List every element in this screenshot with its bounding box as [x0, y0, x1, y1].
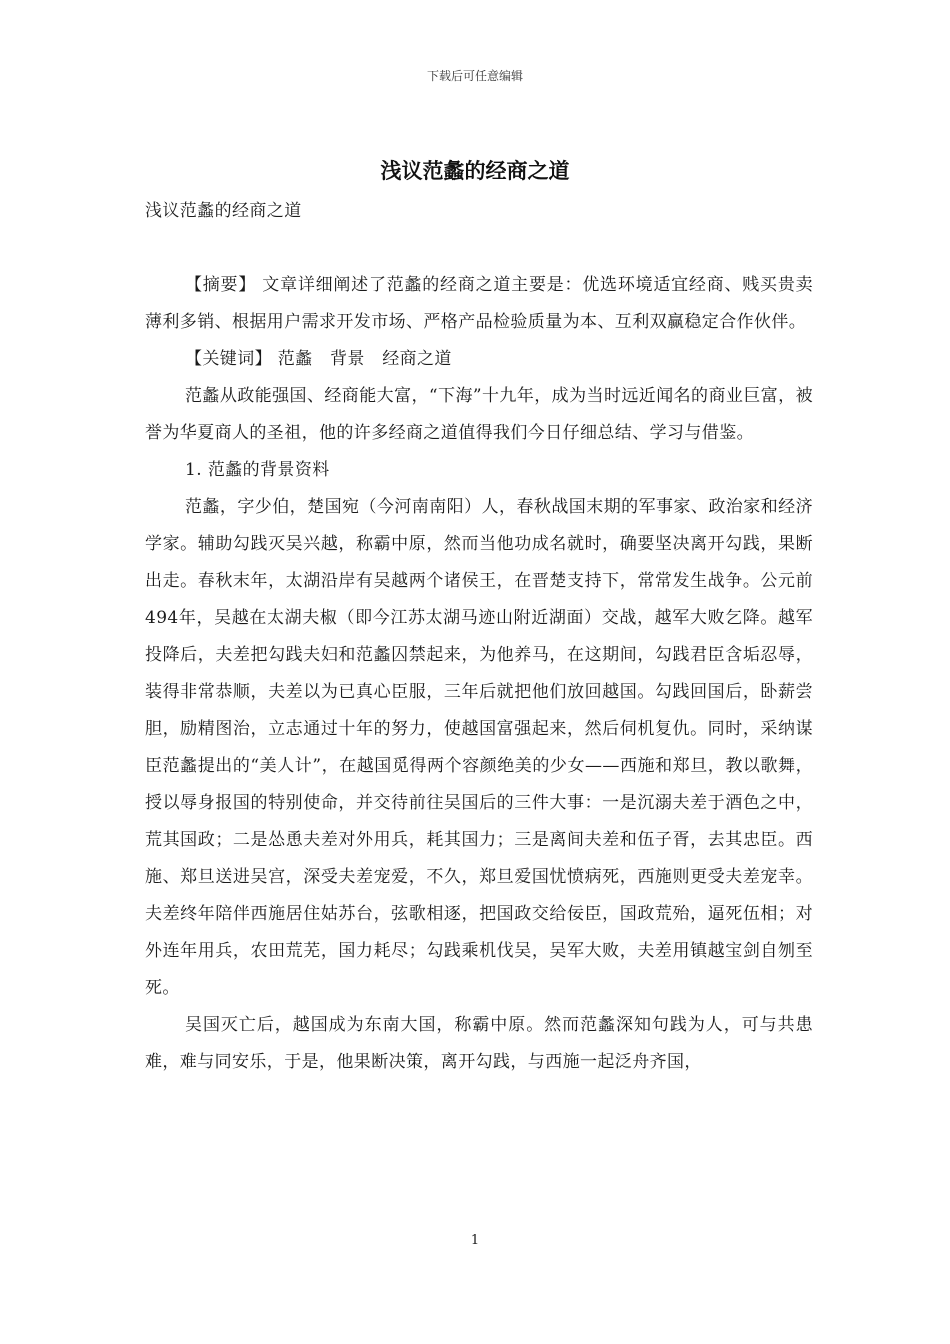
page-number: 1	[470, 1233, 480, 1248]
document-subtitle: 浅议范蠡的经商之道	[145, 201, 302, 221]
body-paragraph: 范蠡，字少伯，楚国宛（今河南南阳）人，春秋战国末期的军事家、政治家和经济学家。辅助勾践灭吴兴越，称霸中原，然而当他功成名就时，确要坚决离开勾践，果断出走。春秋末年，太湖沿岸有吴越两个诸侯王，在晋楚支持下，常常发生战争。公元前494年，吴越在太湖夫椒（即今江苏太湖马迹山附近湖面）交战，越军大败乞降。越军投降后，夫差把勾践夫妇和范蠡囚禁起来，为他养马，在这期间，勾践君臣含垢忍辱，装得非常恭顺，夫差以为已真心臣服，三年后就把他们放回越国。勾践回国后，卧薪尝胆，励精图治，立志通过十年的努力，使越国富强起来，然后伺机复仇。同时，采纳谋臣范蠡提出的“美人计”，在越国觅得两个容颜绝美的少女——西施和郑旦，教以歌舞，授以辱身报国的特别使命，并交待前往吴国后的三件大事：一是沉溺夫差于酒色之中，荒其国政；二是怂恿夫差对外用兵，耗其国力；三是离间夫差和伍子胥，去其忠臣。西施、郑旦送进吴宫，深受夫差宠爱，不久，郑旦爱国忧愤病死，西施则更受夫差宠幸。夫差终年陪伴西施居住姑苏台，弦歌相逐，把国政交给佞臣，国政荒殆，逼死伍相；对外连年用兵，农田荒芜，国力耗尽；勾践乘机伐吴，吴军大败，夫差用镇越宝剑自刎至死。	[145, 497, 813, 998]
abstract-paragraph: 【摘要】 文章详细阐述了范蠡的经商之道主要是：优选环境适宜经商、贱买贵卖薄利多销、根据用户需求开发市场、严格产品检验质量为本、互利双赢稳定合作伙伴。	[145, 275, 813, 332]
header-note: 下载后可任意编辑	[426, 69, 523, 83]
section-heading: 1. 范蠡的背景资料	[185, 460, 330, 480]
body-paragraph: 吴国灭亡后，越国成为东南大国，称霸中原。然而范蠡深知句践为人，可与共患难，难与同安乐，于是，他果断决策，离开勾践，与西施一起泛舟齐国，	[145, 1015, 813, 1072]
document-title: 浅议范蠡的经商之道	[380, 158, 570, 183]
keywords-paragraph: 【关键词】 范蠡 背景 经商之道	[185, 349, 452, 369]
document-body	[145, 193, 813, 1081]
intro-paragraph: 范蠡从政能强国、经商能大富，“下海”十九年，成为当时远近闻名的商业巨富，被誉为华夏商人的圣祖，他的许多经商之道值得我们今日仔细总结、学习与借鉴。	[145, 386, 813, 443]
